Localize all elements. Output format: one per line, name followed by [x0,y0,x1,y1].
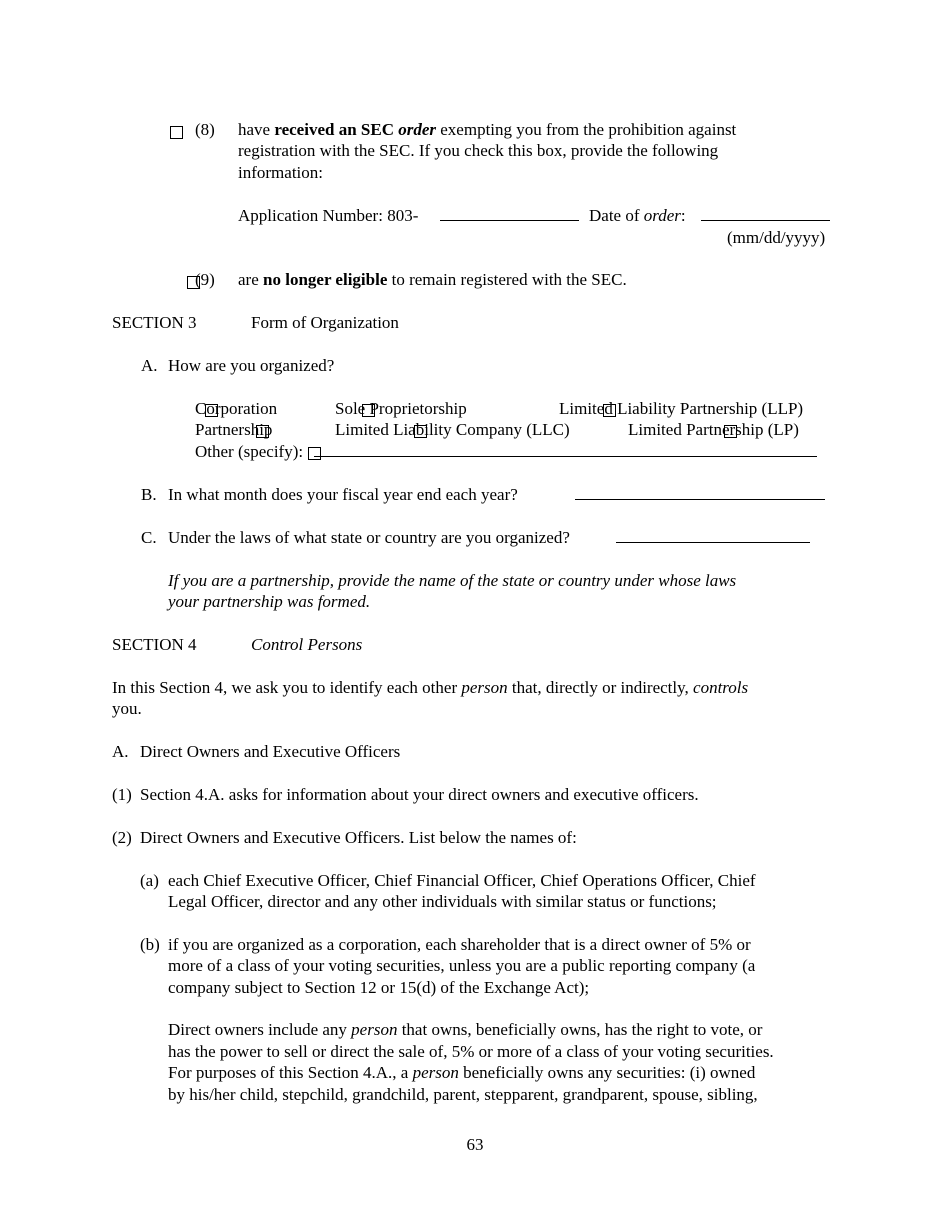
direct-owners-line3: For purposes of this Section 4.A., a person beneficially owns any securities: (i) owned [168,1063,756,1082]
paragraph1-number: (1) [112,785,132,804]
item8-line3: information: [238,163,323,182]
application-number-label: Application Number: 803- [238,206,419,225]
lp-label: Limited Partnership (LP) [628,420,799,439]
state-country-field[interactable] [616,527,810,543]
section3-question-a-letter: A. [141,356,158,375]
paragraph2-text: Direct Owners and Executive Officers. List below the names of: [140,828,577,847]
other-label: Other (specify): [195,442,304,461]
item-a-letter: (a) [140,871,159,890]
page-number: 63 [466,1135,484,1154]
date-of-order-label: Date of order: [589,206,686,225]
other-specify-field[interactable] [314,441,817,457]
llc-label: Limited Liability Company (LLC) [335,420,570,439]
direct-owners-line4: by his/her child, stepchild, grandchild, parent, stepparent, grandparent, spouse, sibling, [168,1085,758,1104]
paragraph2-number: (2) [112,828,132,847]
partnership-note-line1: If you are a partnership, provide the name of the state or country under whose laws [168,571,737,590]
direct-owners-line2: has the power to sell or direct the sale of, 5% or more of a class of your voting securities. [168,1042,774,1061]
section4-a-heading: Direct Owners and Executive Officers [140,742,401,761]
item-b-letter: (b) [140,935,160,954]
item-b-line1: if you are organized as a corporation, each shareholder that is a direct owner of 5% or [168,935,751,954]
section3-question-a-text: How are you organized? [168,356,335,375]
fiscal-year-end-field[interactable] [575,484,825,500]
item8-checkbox[interactable] [170,126,183,139]
section4-title: Control Persons [251,635,363,654]
section3-label: SECTION 3 [112,313,197,332]
item-b-line2: more of a class of your voting securities, unless you are a public reporting company (a [168,956,756,975]
direct-owners-line1: Direct owners include any person that owns, beneficially owns, has the right to vote, or [168,1020,763,1039]
paragraph1-text: Section 4.A. asks for information about your direct owners and executive officers. [140,785,699,804]
date-of-order-field[interactable] [701,205,830,221]
corporation-label: Corporation [195,399,278,418]
section4-label: SECTION 4 [112,635,197,654]
section3-question-b-letter: B. [141,485,157,504]
section4-intro-line1: In this Section 4, we ask you to identify each other person that, directly or indirectly, controls [112,678,749,697]
item-a-line1: each Chief Executive Officer, Chief Financial Officer, Chief Operations Officer, Chief [168,871,756,890]
section3-title: Form of Organization [251,313,399,332]
date-format-hint: (mm/dd/yyyy) [727,228,826,247]
item8-line1: have received an SEC order exempting you from the prohibition against [238,120,737,139]
item9-number: (9) [195,270,215,289]
item-b-line3: company subject to Section 12 or 15(d) of the Exchange Act); [168,978,590,997]
section3-question-b-text: In what month does your fiscal year end each year? [168,485,518,504]
section3-question-c-text: Under the laws of what state or country are you organized? [168,528,570,547]
sole-proprietorship-label: Sole Proprietorship [335,399,467,418]
section4-intro-line2: you. [112,699,142,718]
item8-line2: registration with the SEC. If you check this box, provide the following [238,141,719,160]
item9-text: are no longer eligible to remain registered with the SEC. [238,270,627,289]
partnership-note-line2: your partnership was formed. [168,592,371,611]
application-number-field[interactable] [440,205,579,221]
partnership-label: Partnership [195,420,273,439]
item8-number: (8) [195,120,215,139]
item-a-line2: Legal Officer, director and any other individuals with similar status or functions; [168,892,717,911]
llp-label: Limited Liability Partnership (LLP) [559,399,804,418]
section3-question-c-letter: C. [141,528,157,547]
section4-a-letter: A. [112,742,129,761]
